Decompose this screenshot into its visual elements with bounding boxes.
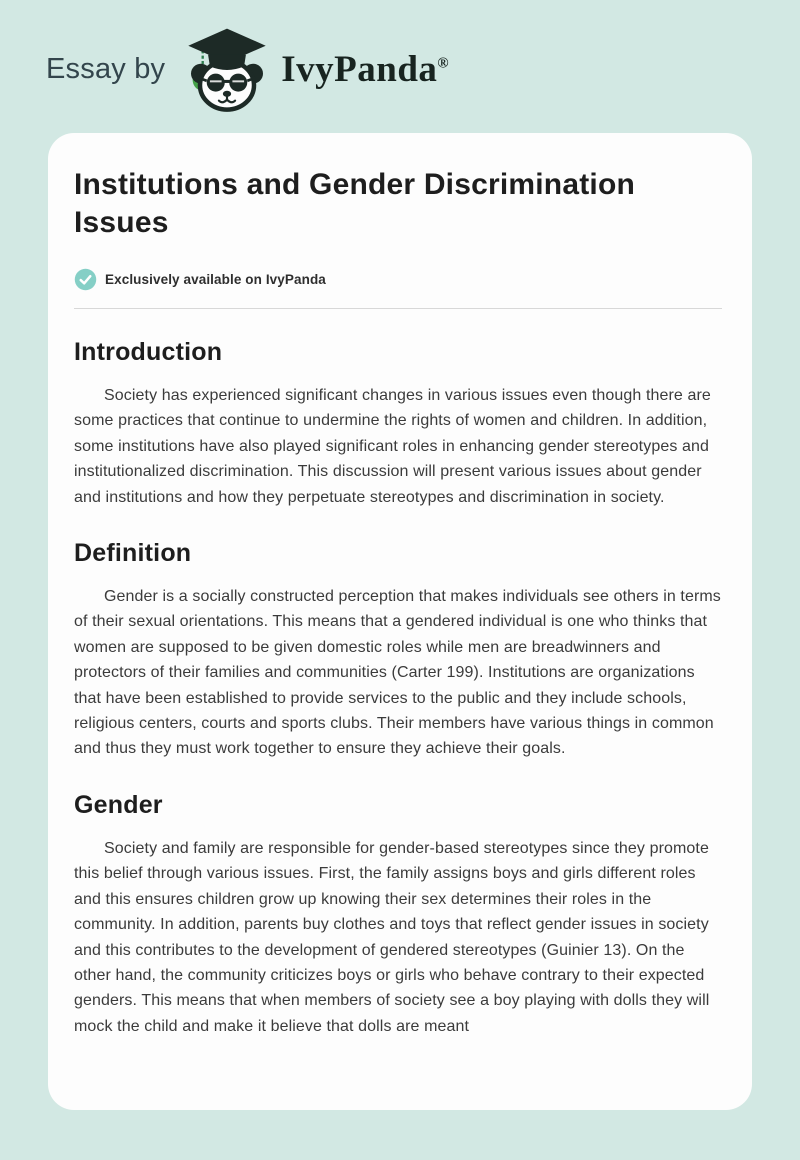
registered-mark: ®: [437, 55, 450, 72]
section-heading: Introduction: [74, 338, 223, 366]
ivypanda-logo-link[interactable]: [179, 25, 449, 115]
section-paragraph: Gender is a socially constructed perception that makes individuals see others in terms of their sexual orientations. This means that a gendered individual is one who thinks that women are supposed to be given domestic roles while men are breadwinners and protectors of their families and communities (Carter 199). Institutions are organizations that have been established to provide services to the public and they include schools, religious centers, courts and sports clubs. Their members have various things in common and thus they must work together to ensure they achieve their goals.: [74, 588, 721, 758]
ivypanda-panda-icon: [179, 25, 275, 115]
section-gender: [74, 791, 722, 1039]
check-icon: [74, 268, 97, 291]
site-header: [0, 0, 800, 133]
section-heading: Definition: [74, 539, 192, 568]
essay-by-label: Essay by: [46, 53, 166, 85]
brand-wordmark: IvyPanda®: [281, 49, 450, 90]
section-paragraph: Society has experienced significant changes in various issues even though there are some practices that continue to undermine the rights of women and children. In addition, some institutions have also played significant roles in enhancing gender stereotypes and institutionalized discrimination. This discussion will present various issues about gender and institutions and how they perpetuate stereotypes and discrimination in society.: [74, 387, 711, 506]
page-title: Institutions and Gender Discrimination Issues: [74, 168, 635, 239]
divider: [74, 308, 722, 309]
section-introduction: [74, 338, 722, 510]
section-definition: [74, 539, 722, 762]
exclusive-label: Exclusively available on IvyPanda: [105, 272, 326, 287]
section-paragraph: Society and family are responsible for gender-based stereotypes since they promote this belief through various issues. First, the family assigns boys and girls different roles and this ensures children grow up knowing their sex determines their roles in the community. In addition, parents buy clothes and toys that reflect gender issues in society and this contributes to the development of gendered stereotypes (Guinier 13). On the other hand, the community criticizes boys or girls who behave contrary to their expected genders. This means that when members of society see a boy playing with dolls they will mock the child and make it believe that dolls are meant: [74, 839, 710, 1035]
exclusive-badge: [74, 268, 722, 291]
section-heading: Gender: [74, 790, 163, 819]
essay-card: [48, 133, 752, 1110]
